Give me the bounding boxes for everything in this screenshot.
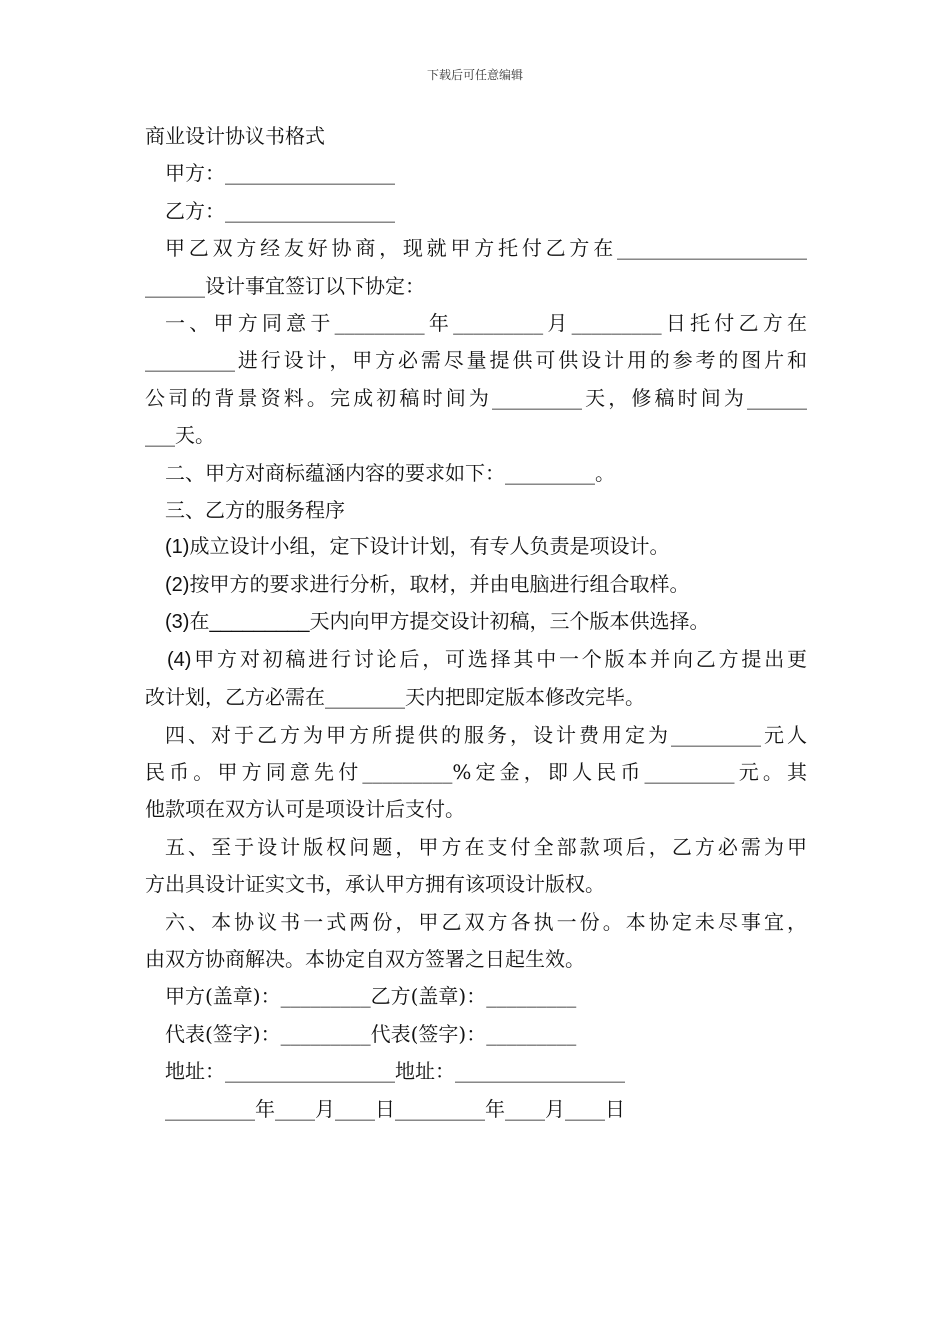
clause-1-line-4: ___天。 (145, 423, 215, 448)
clause-2-line: 二、甲方对商标蕴涵内容的要求如下：_________。 (165, 460, 615, 485)
party-b-line: 乙方：_________________ (165, 198, 395, 223)
clause-6-line-2: 由双方协商解决。本协定自双方签署之日起生效。 (145, 946, 585, 971)
seal-line: 甲方(盖章)：_________乙方(盖章)：_________ (165, 984, 577, 1009)
clause-3-heading: 三、乙方的服务程序 (165, 498, 345, 523)
clause-3-item-3: (3)在_________天内向甲方提交设计初稿，三个版本供选择。 (165, 611, 710, 634)
page-header: 下载后可任意编辑 (426, 68, 523, 82)
clause-1-line-2: _________进行设计，甲方必需尽量提供可供设计用的参考的图片和 (145, 348, 807, 373)
clause-6-line-1: 六、本协议书一式两份，甲乙双方各执一份。本协定未尽事宜， (165, 909, 807, 934)
clause-3-item-2: (2)按甲方的要求进行分析，取材，并由电脑进行组合取样。 (165, 573, 690, 596)
clause-5-line-1: 五、至于设计版权问题，甲方在支付全部款项后，乙方必需为甲 (165, 834, 807, 859)
clause-3-item-1: (1)成立设计小组，定下设计计划，有专人负责是项设计。 (165, 536, 670, 559)
clause-4-line-1: 四、对于乙方为甲方所提供的服务，设计费用定为_________元人 (165, 722, 807, 747)
signature-line: 代表(签字)：_________代表(签字)：_________ (165, 1021, 577, 1046)
intro-line-1: 甲乙双方经友好协商，现就甲方托付乙方在___________________ (165, 236, 807, 261)
document-body (145, 118, 807, 1128)
clause-3-item-4-line-1: (4)甲方对初稿进行讨论后，可选择其中一个版本并向乙方提出更 (167, 648, 807, 671)
document-title: 商业设计协议书格式 (145, 124, 325, 148)
clause-4-line-2: 民币。甲方同意先付_________%定金，即人民币_________元。其 (145, 759, 807, 784)
date-line: _________年____月____日_________年____月____日 (165, 1096, 625, 1121)
clause-3-item-4-line-2: 改计划，乙方必需在________天内把即定版本修改完毕。 (145, 685, 645, 710)
clause-4-line-3: 他款项在双方认可是项设计后支付。 (145, 797, 465, 822)
intro-line-2: ______设计事宜签订以下协定： (145, 273, 425, 298)
clause-5-line-2: 方出具设计证实文书，承认甲方拥有该项设计版权。 (145, 872, 605, 897)
clause-1-line-1: 一、甲方同意于_________年_________月_________日托付乙方在 (165, 311, 807, 336)
address-line: 地址：_________________地址：_________________ (165, 1059, 625, 1084)
party-a-line: 甲方：_________________ (165, 161, 395, 186)
clause-1-line-3: 公司的背景资料。完成初稿时间为_________天，修稿时间为______ (145, 385, 807, 410)
